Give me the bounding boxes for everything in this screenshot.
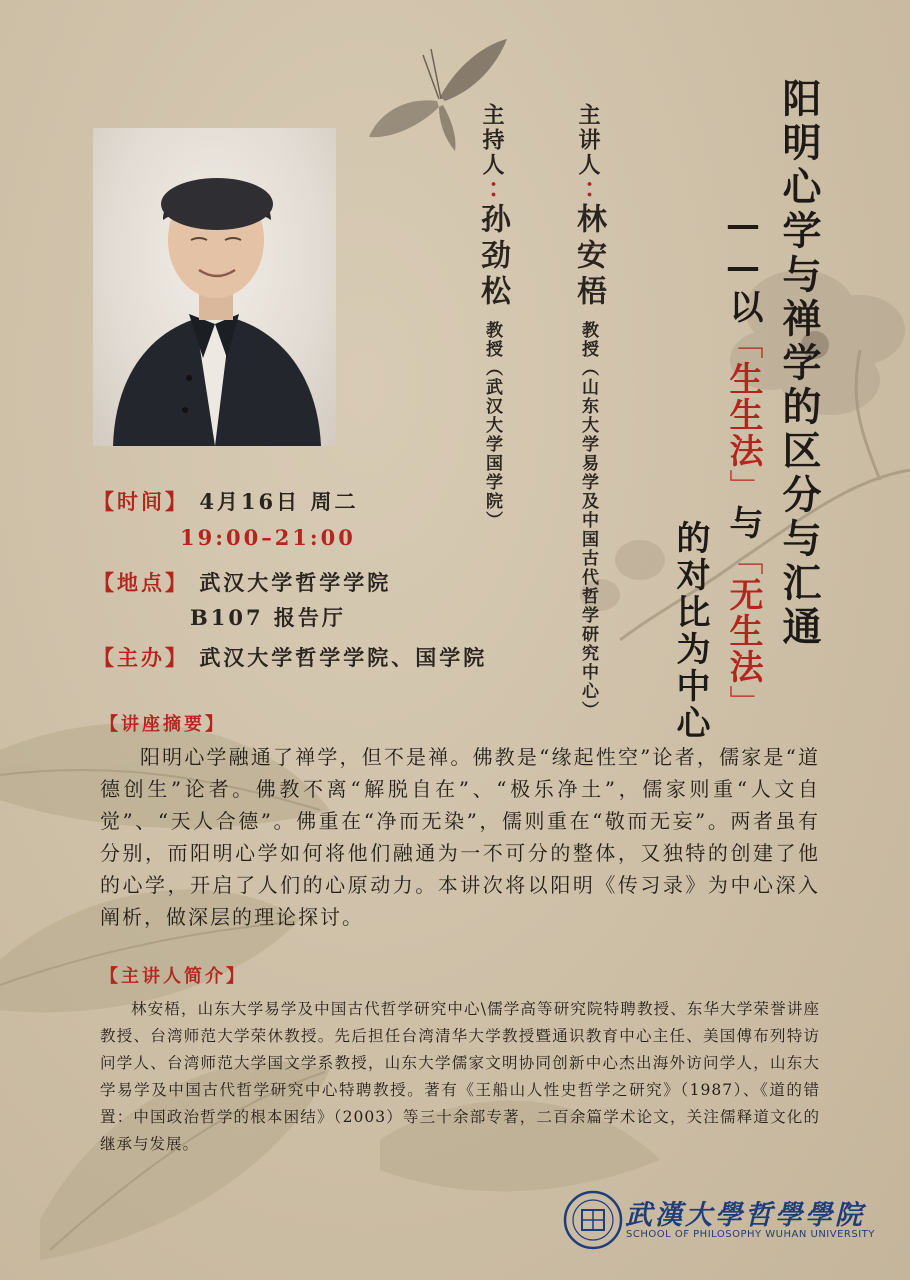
place-line-2: B107 报告厅	[190, 605, 346, 630]
bio-heading: 【主讲人简介】	[100, 966, 247, 987]
time-label: 【时间】	[93, 489, 189, 514]
lecture-title: 阳明心学与禅学的区分与汇通	[776, 78, 822, 650]
abstract-text: 阳明心学融通了禅学，但不是禅。佛教是“缘起性空”论者，儒家是“道德创生”论者。佛教不离“解脱自在”、“极乐净土”，儒家则重“人文自觉”、“天人合德”。佛重在“净而无染”，儒则重在“敬而无妄”。两者虽有分别，而阳明心学如何将他们融通为一不可分的整体，又独特的创建了他的心学，开启了人们的心原动力。本讲次将以阳明《传习录》为中心深入阐析，做深层的理论探讨。	[100, 745, 820, 929]
lecture-subtitle	[721, 205, 765, 721]
place-line-1: 武汉大学哲学学院	[199, 570, 392, 595]
bracket-close-2: 」	[723, 685, 763, 721]
organizer-value: 武汉大学哲学学院、国学院	[199, 645, 488, 670]
subtitle-term-2: 无生法	[723, 577, 763, 685]
logo-english: SCHOOL OF PHILOSOPHY WUHAN UNIVERSITY	[626, 1229, 875, 1240]
logo-chinese: 武漢大學哲學學院	[625, 1200, 865, 1231]
place-row	[93, 567, 391, 597]
time-row	[93, 486, 358, 516]
speaker-photo	[93, 128, 336, 446]
time-hours: 19:00–21:00	[180, 525, 356, 550]
time-date: 4月16日 周二	[199, 489, 359, 514]
host-column	[470, 103, 514, 530]
host-role: 主持人	[479, 103, 505, 178]
subtitle-ending: 的对比为中心	[670, 520, 710, 742]
host-colon: ∶	[479, 178, 505, 203]
place-label: 【地点】	[93, 570, 189, 595]
host-affiliation: 教授（武汉大学国学院）	[482, 321, 502, 530]
abstract-heading: 【讲座摘要】	[100, 714, 226, 735]
speaker-affiliation: 教授（山东大学易学及中国古代哲学研究中心）	[578, 321, 598, 720]
subtitle-connector: 与	[723, 505, 763, 541]
host-name: 孙劲松	[475, 203, 510, 311]
bio-text: 林安梧，山东大学易学及中国古代哲学研究中心\儒学高等研究院特聘教授、东华大学荣誉讲座教授、台湾师范大学荣休教授。先后担任台湾清华大学教授暨通识教育中心主任、美国傅布列特访问学人、台湾师范大学国文学系教授，山东大学儒家文明协同创新中心杰出海外访问学人，山东大学易学及中国古代哲学研究中心特聘教授。著有《王船山人性史哲学之研究》（1987）、《道的错置：中国政治哲学的根本困结》（2003）等三十余部专著，二百余篇学术论文，关注儒释道文化的继承与发展。	[100, 1000, 820, 1153]
university-seal-icon	[563, 1190, 623, 1250]
speaker-colon: ∶	[575, 178, 601, 203]
bracket-open-2: 「	[723, 541, 763, 577]
speaker-column	[566, 103, 610, 720]
bracket-open: 「	[723, 325, 763, 361]
organizer-label: 【主办】	[93, 645, 189, 670]
subtitle-term-1: 生生法	[723, 361, 763, 469]
bracket-close: 」	[723, 469, 763, 505]
speaker-role: 主讲人	[575, 103, 601, 178]
speaker-name: 林安梧	[571, 203, 606, 311]
organizer-row	[93, 642, 487, 672]
subtitle-dash: ——以	[723, 205, 763, 325]
